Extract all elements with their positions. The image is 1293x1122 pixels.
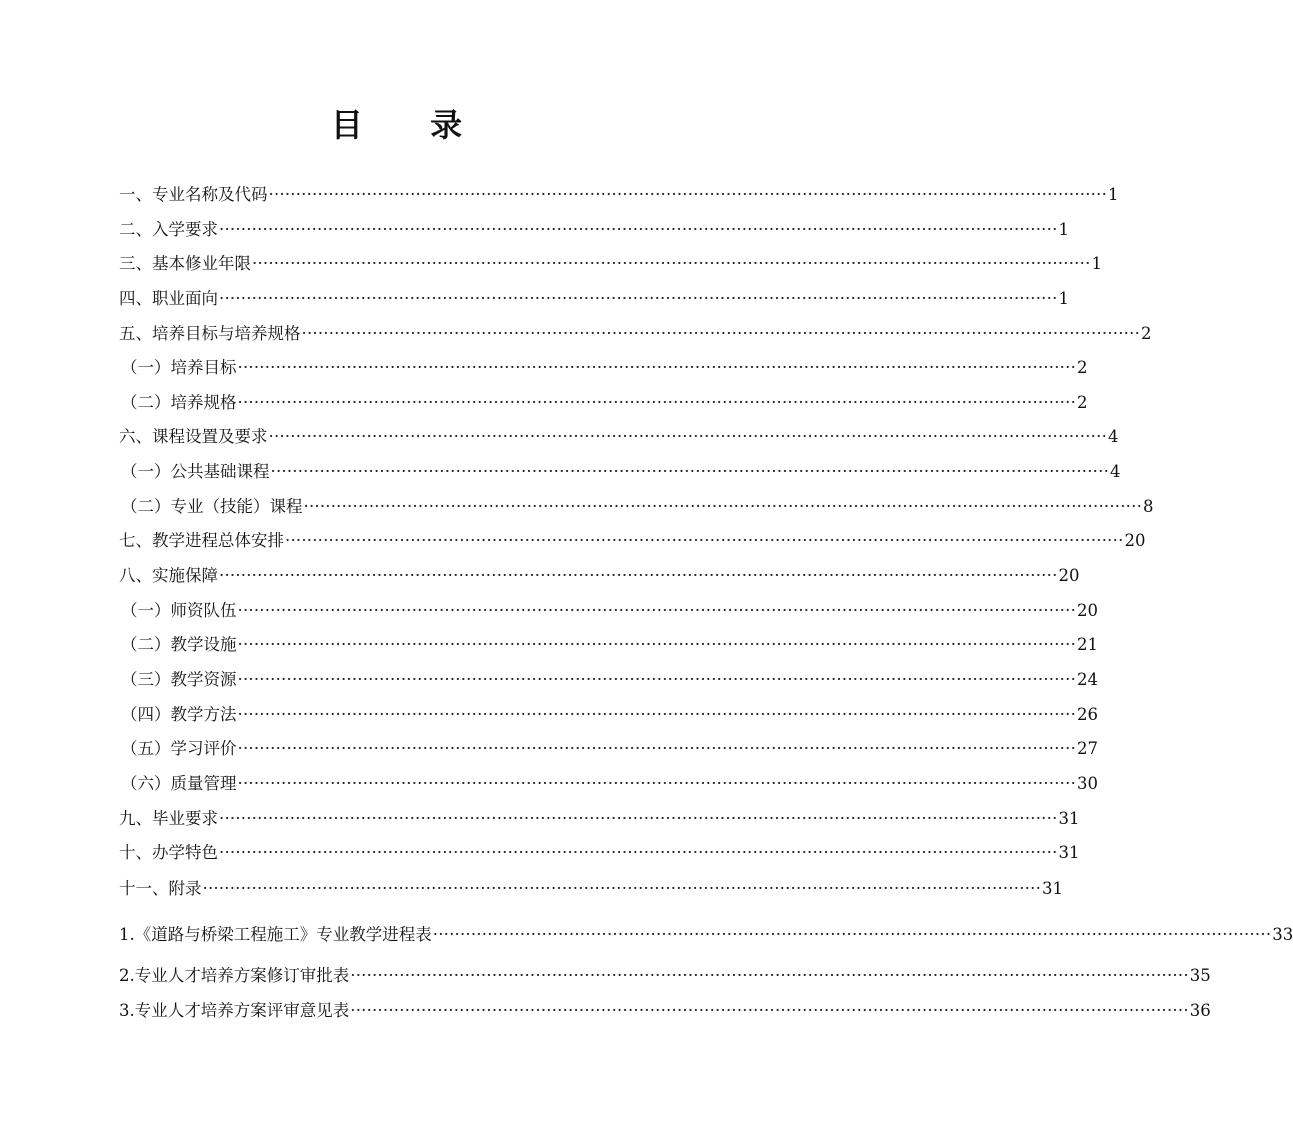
toc-entry-page: 4 <box>1110 462 1121 481</box>
toc-entry-label: 三、基本修业年限 <box>119 254 251 273</box>
dot-leader: ·························································································································································· <box>237 670 1077 689</box>
toc-subentry[interactable] <box>121 669 1099 691</box>
toc-subentry[interactable] <box>121 738 1099 760</box>
dot-leader: ·························································································································································· <box>237 705 1077 724</box>
toc-entry-label: 六、课程设置及要求 <box>119 427 268 446</box>
toc-entry[interactable] <box>119 842 1080 864</box>
toc-subentry[interactable] <box>121 392 1088 414</box>
toc-entry-page: 2 <box>1077 358 1088 377</box>
dot-leader: ·························································································································································· <box>237 358 1077 377</box>
toc-entry-page: 31 <box>1042 879 1064 898</box>
toc-entry[interactable] <box>119 219 1070 241</box>
dot-leader: ·························································································································································· <box>268 185 1108 204</box>
dot-leader: ·························································································································································· <box>237 774 1077 793</box>
dot-leader: ·························································································································································· <box>237 601 1077 620</box>
toc-entry-label: 一、专业名称及代码 <box>119 185 268 204</box>
toc-entry[interactable] <box>119 530 1146 552</box>
toc-entry-label: （三）教学资源 <box>121 670 237 689</box>
toc-entry-page: 24 <box>1077 670 1099 689</box>
dot-leader: ·························································································································································· <box>237 393 1077 412</box>
toc-entry-label: （二）教学设施 <box>121 635 237 654</box>
toc-entry-page: 20 <box>1058 566 1080 585</box>
toc-entry-page: 8 <box>1143 497 1154 516</box>
toc-entry-label: （一）师资队伍 <box>121 601 237 620</box>
dot-leader: ·························································································································································· <box>219 809 1058 828</box>
dot-leader: ·························································································································································· <box>270 462 1110 481</box>
dot-leader: ·························································································································································· <box>219 566 1058 585</box>
dot-leader: ·························································································································································· <box>219 220 1058 239</box>
toc-entry-page: 1 <box>1108 185 1119 204</box>
dot-leader: ·························································································································································· <box>350 1001 1189 1020</box>
dot-leader: ·························································································································································· <box>219 289 1058 308</box>
toc-subentry[interactable] <box>121 704 1099 726</box>
toc-entry-page: 33 <box>1272 925 1293 944</box>
dot-leader: ·························································································································································· <box>301 324 1141 343</box>
toc-entry[interactable] <box>119 426 1119 448</box>
toc-entry-label: 七、教学进程总体安排 <box>119 531 284 550</box>
toc-entry[interactable] <box>119 184 1119 206</box>
toc-entry-label: （一）培养目标 <box>121 358 237 377</box>
toc-entry-page: 21 <box>1077 635 1099 654</box>
toc-entry-label: （五）学习评价 <box>121 739 237 758</box>
toc-entry-page: 4 <box>1108 427 1119 446</box>
toc-entry-page: 30 <box>1077 774 1099 793</box>
toc-entry-label: （一）公共基础课程 <box>121 462 270 481</box>
toc-entry-label: 3.专业人才培养方案评审意见表 <box>119 1001 350 1020</box>
toc-entry-page: 20 <box>1077 601 1099 620</box>
toc-subentry[interactable] <box>121 496 1154 518</box>
toc-entry[interactable] <box>119 1000 1211 1022</box>
toc-entry-label: 五、培养目标与培养规格 <box>119 324 301 343</box>
toc-entry-label: 十、办学特色 <box>119 843 218 862</box>
dot-leader: ·························································································································································· <box>432 925 1272 944</box>
dot-leader: ·························································································································································· <box>350 966 1189 985</box>
dot-leader: ·························································································································································· <box>237 739 1077 758</box>
dot-leader: ·························································································································································· <box>252 254 1091 273</box>
toc-entry-label: 二、入学要求 <box>119 220 218 239</box>
toc-entry[interactable] <box>119 808 1080 830</box>
toc-entry-page: 27 <box>1077 739 1099 758</box>
toc-entry-page: 31 <box>1058 809 1080 828</box>
toc-entry-page: 1 <box>1091 254 1103 273</box>
toc-entry-label: 九、毕业要求 <box>119 809 218 828</box>
toc-entry[interactable] <box>119 924 1293 946</box>
toc-entry-label: （四）教学方法 <box>121 705 237 724</box>
dot-leader: ·························································································································································· <box>219 843 1058 862</box>
toc-entry-label: （二）培养规格 <box>121 393 237 412</box>
dot-leader: ·························································································································································· <box>237 635 1077 654</box>
toc-entry[interactable] <box>119 288 1070 310</box>
toc-entry-label: 十一、附录 <box>119 879 202 898</box>
toc-entry-page: 1 <box>1058 289 1070 308</box>
toc-entry-label: 八、实施保障 <box>119 566 218 585</box>
toc-entry-label: （六）质量管理 <box>121 774 237 793</box>
toc-entry-page: 2 <box>1077 393 1088 412</box>
toc-entry-page: 2 <box>1141 324 1152 343</box>
dot-leader: ·························································································································································· <box>285 531 1124 550</box>
toc-entry-label: （二）专业（技能）课程 <box>121 497 303 516</box>
toc-entry-label: 2.专业人才培养方案修订审批表 <box>119 966 350 985</box>
dot-leader: ·························································································································································· <box>303 497 1143 516</box>
toc-entry[interactable] <box>119 965 1211 987</box>
toc-entry[interactable] <box>119 878 1064 900</box>
toc-entry[interactable] <box>119 253 1103 275</box>
toc-entry[interactable] <box>119 565 1080 587</box>
toc-entry[interactable] <box>119 323 1152 345</box>
toc-entry-label: 四、职业面向 <box>119 289 218 308</box>
toc-subentry[interactable] <box>121 357 1088 379</box>
toc-entry-page: 1 <box>1058 220 1070 239</box>
toc-entry-page: 31 <box>1058 843 1080 862</box>
toc-subentry[interactable] <box>121 773 1099 795</box>
toc-entry-page: 26 <box>1077 705 1099 724</box>
toc-entry-page: 20 <box>1124 531 1146 550</box>
dot-leader: ·························································································································································· <box>202 879 1042 898</box>
page-title: 目 录 <box>330 106 491 144</box>
toc-entry-label: 1.《道路与桥梁工程施工》专业教学进程表 <box>119 925 432 944</box>
toc-subentry[interactable] <box>121 634 1099 656</box>
toc-subentry[interactable] <box>121 600 1099 622</box>
toc-entry-page: 35 <box>1189 966 1211 985</box>
dot-leader: ·························································································································································· <box>268 427 1108 446</box>
toc-subentry[interactable] <box>121 461 1121 483</box>
toc-entry-page: 36 <box>1189 1001 1211 1020</box>
